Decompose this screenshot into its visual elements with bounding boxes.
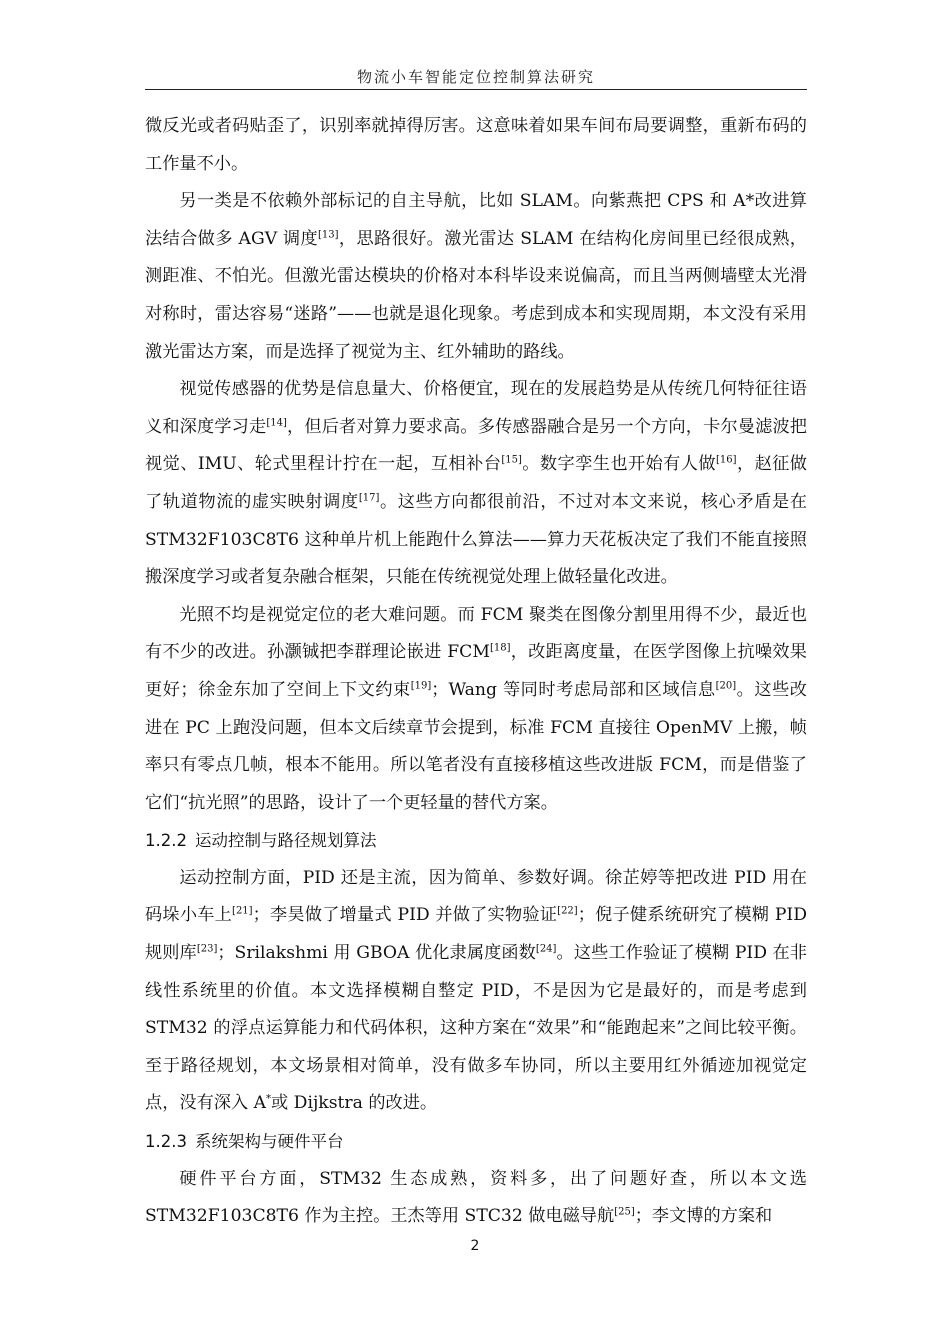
body-paragraph bbox=[145, 183, 807, 371]
paragraph-text: ，改距离度量，在医学图像上抗噪效果更好；徐金东加了空间上下文约束 bbox=[145, 642, 807, 700]
citation-marker: [18] bbox=[489, 642, 511, 654]
section-number: 1.2.3 bbox=[145, 1132, 187, 1152]
section-1-2-2-paragraphs bbox=[145, 860, 807, 1123]
paragraph-text: 。数字孪生也开始有人做 bbox=[521, 454, 716, 475]
paragraph-text: 光照不均是视觉定位的老大难问题。而 FCM 聚类在图像分割里用得不少，最近也有不少的改进。孙灏铖把李群理论嵌进 FCM bbox=[145, 604, 807, 663]
paragraph-text: 或 Dijkstra 的改进。 bbox=[271, 1093, 438, 1114]
section-title: 系统架构与硬件平台 bbox=[194, 1132, 344, 1152]
paragraph-text: 微反光或者码贴歪了，识别率就掉得厉害。这意味着如果车间布局要调整，重新布码的工作量不小。 bbox=[145, 116, 807, 174]
paragraph-text: 。这些工作验证了模糊 PID 在非线性系统里的价值。本文选择模糊自整定 PID，不是因为它是最好的，而是考虑到 STM32 的浮点运算能力和代码体积，这种方案在“效果”和“能跑起来”之间比较平衡。至于路径规划，本文场景相对简单，没有做多车协同，所以主要用红外循迹加视觉定点，没有深入 A bbox=[145, 943, 807, 1114]
citation-marker: [14] bbox=[266, 417, 287, 429]
paragraph-text: ，但后者对算力要求高。多传感器融合是另一个方向，卡尔曼滤波把视觉、IMU、轮式里程计拧在一起，互相补台 bbox=[145, 416, 807, 475]
citation-marker: [23] bbox=[196, 943, 218, 955]
paragraph-text: ；李文博的方案和 bbox=[634, 1206, 773, 1227]
paragraph-text: 硬件平台方面，STM32 生态成熟，资料多，出了问题好查，所以本文选 STM32F103C8T6 作为主控。王杰等用 STC32 做电磁导航 bbox=[145, 1168, 807, 1227]
body-paragraph bbox=[145, 371, 807, 597]
citation-marker: [15] bbox=[501, 454, 522, 466]
paragraph-text: 另一类是不依赖外部标记的自主导航，比如 SLAM。向紫燕把 CPS 和 A*改进算法结合做多 AGV 调度 bbox=[145, 191, 807, 249]
section-heading-1-2-2 bbox=[145, 822, 807, 860]
citation-marker: [21] bbox=[232, 905, 253, 917]
paragraph-text: ；倪子健系统研究了模糊 PID 规则库 bbox=[145, 905, 807, 964]
paragraph-text: ，赵征做了轨道物流的虚实映射调度 bbox=[145, 454, 807, 512]
paragraph-text: ，思路很好。激光雷达 SLAM 在结构化房间里已经很成熟，测距准、不怕光。但激光雷达模块的价格对本科毕设来说偏高，而且当两侧墙壁太光滑对称时，雷达容易“迷路”——也就是退化现象。考虑到成本和实现周期，本文没有采用激光雷达方案，而是选择了视觉为主、红外辅助的路线。 bbox=[145, 228, 807, 362]
citation-marker: [16] bbox=[716, 454, 737, 466]
body-paragraph bbox=[145, 860, 807, 1123]
paragraph-text: ；Wang 等同时考虑局部和区域信息 bbox=[431, 679, 716, 700]
page-body bbox=[145, 108, 807, 1236]
citation-marker: [25] bbox=[614, 1206, 635, 1218]
header-rule bbox=[145, 89, 807, 90]
section-heading-1-2-3 bbox=[145, 1123, 807, 1161]
body-paragraphs bbox=[145, 108, 807, 822]
paragraph-text: 视觉传感器的优势是信息量大、价格便宜，现在的发展趋势是从传统几何特征往语义和深度学习走 bbox=[145, 379, 807, 437]
body-paragraph bbox=[145, 597, 807, 823]
section-1-2-3-paragraphs bbox=[145, 1161, 807, 1236]
paragraph-text: 。这些改进在 PC 上跑没问题，但本文后续章节会提到，标准 FCM 直接往 OpenMV 上搬，帧率只有零点几帧，根本不能用。所以笔者没有直接移植这些改进版 FCM，而是借鉴了它们“抗光照”的思路，设计了一个更轻量的替代方案。 bbox=[145, 679, 807, 813]
citation-marker: [19] bbox=[410, 680, 432, 692]
citation-marker: [24] bbox=[535, 943, 557, 955]
citation-marker: [22] bbox=[557, 905, 578, 917]
body-paragraph bbox=[145, 108, 807, 183]
citation-marker: * bbox=[266, 1093, 272, 1105]
running-header: 物流小车智能定位控制算法研究 bbox=[356, 68, 595, 86]
section-number: 1.2.2 bbox=[145, 831, 187, 851]
section-title: 运动控制与路径规划算法 bbox=[194, 831, 377, 851]
citation-marker: [13] bbox=[318, 229, 339, 241]
page-number: 2 bbox=[470, 1238, 480, 1254]
citation-marker: [20] bbox=[715, 680, 737, 692]
body-paragraph bbox=[145, 1161, 807, 1236]
paragraph-text: ；Srilakshmi 用 GBOA 优化隶属度函数 bbox=[217, 943, 536, 964]
citation-marker: [17] bbox=[358, 492, 380, 504]
paragraph-text: ；李昊做了增量式 PID 并做了实物验证 bbox=[252, 905, 558, 926]
paragraph-text: 。这些方向都很前沿，不过对本文来说，核心矛盾是在 STM32F103C8T6 这种单片机上能跑什么算法——算力天花板决定了我们不能直接照搬深度学习或者复杂融合框架，只能在传统视觉处理上做轻量化改进。 bbox=[145, 491, 807, 588]
paragraph-text: 运动控制方面，PID 还是主流，因为简单、参数好调。徐芷婷等把改进 PID 用在码垛小车上 bbox=[145, 867, 807, 926]
